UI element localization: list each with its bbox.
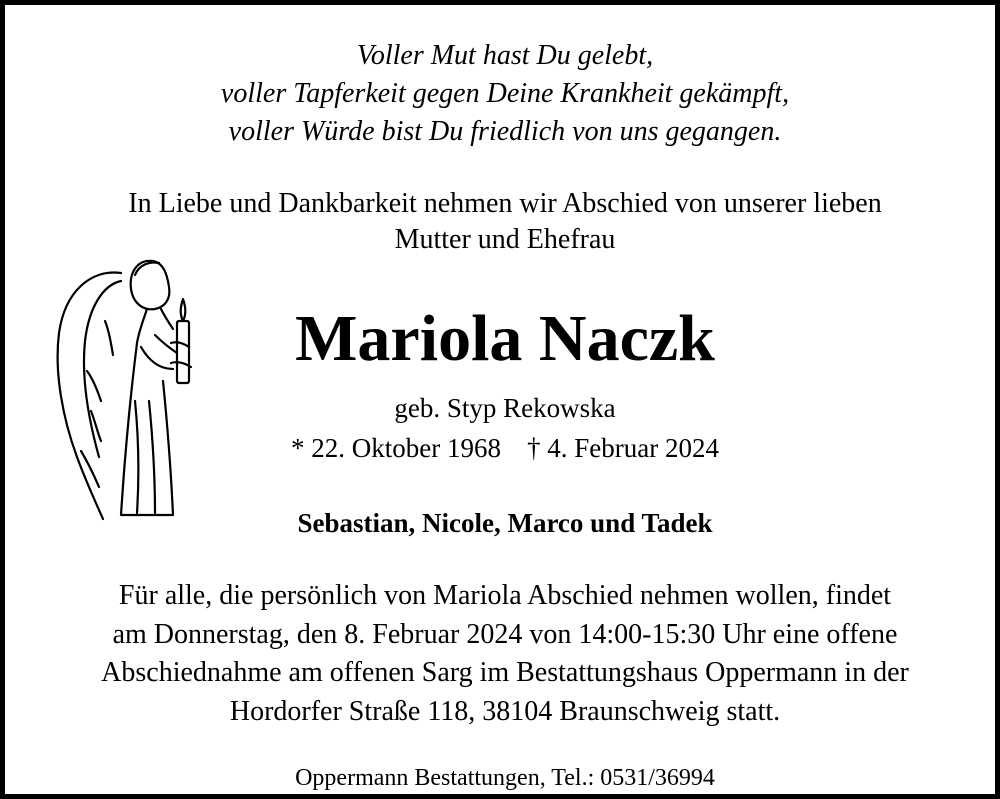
death-date: † 4. Februar 2024	[527, 433, 719, 463]
intro-line-1: In Liebe und Dankbarkeit nehmen wir Abschied von unserer lieben	[128, 188, 882, 219]
dates-line	[5, 431, 1000, 465]
poem-line-1: Voller Mut hast Du gelebt,	[356, 40, 654, 71]
notice-line-2: am Donnerstag, den 8. Februar 2024 von 14:00-15:30 Uhr eine offene	[112, 618, 898, 650]
notice-line-1: Für alle, die persönlich von Mariola Abschied nehmen wollen, findet	[118, 580, 892, 611]
family-names: Sebastian, Nicole, Marco und Tadek	[297, 508, 713, 538]
deceased-name: Mariola Naczk	[295, 302, 715, 375]
poem-line-2: voller Tapferkeit gegen Deine Krankheit gekämpft,	[220, 78, 790, 109]
angel-with-candle-icon	[51, 251, 207, 523]
birth-name: geb. Styp Rekowska	[394, 393, 616, 423]
intro-line-2: Mutter und Ehefrau	[394, 224, 616, 255]
funeral-home-contact: Oppermann Bestattungen, Tel.: 0531/36994	[295, 765, 715, 791]
notice-line-3: Abschiednahme am offenen Sarg im Bestattungshaus Oppermann in der	[101, 657, 909, 688]
poem-line-3: voller Würde bist Du friedlich von uns gegangen.	[228, 116, 782, 147]
notice-line-4: Hordorfer Straße 118, 38104 Braunschweig statt.	[229, 695, 781, 727]
birth-date: * 22. Oktober 1968	[291, 433, 501, 463]
